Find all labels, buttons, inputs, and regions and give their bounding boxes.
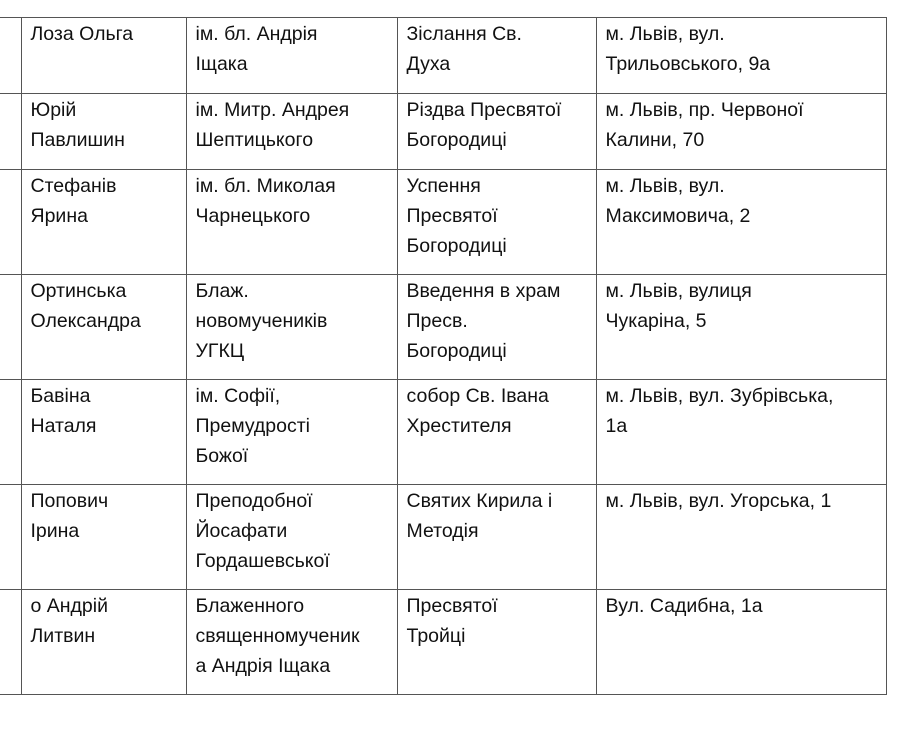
parish-cell: Пресвятої Тройці — [397, 590, 596, 695]
row-number-cell — [0, 485, 21, 590]
school-cell: ім. бл. Миколая Чарнецького — [186, 170, 397, 275]
row-number-cell — [0, 94, 21, 170]
table-row — [0, 94, 886, 170]
row-number-cell — [0, 380, 21, 485]
school-cell: Преподобної Йосафати Гордашевської — [186, 485, 397, 590]
parish-table — [0, 17, 887, 695]
table-row — [0, 170, 886, 275]
address-cell: Вул. Садибна, 1а — [596, 590, 886, 695]
table-row — [0, 590, 886, 695]
table-row — [0, 380, 886, 485]
address-cell: м. Львів, вул. Максимовича, 2 — [596, 170, 886, 275]
table-row — [0, 485, 886, 590]
row-number-cell — [0, 18, 21, 94]
name-cell: Лоза Ольга — [21, 18, 186, 94]
name-cell: Юрій Павлишин — [21, 94, 186, 170]
school-cell: ім. Митр. Андрея Шептицького — [186, 94, 397, 170]
parish-cell: Успення Пресвятої Богородиці — [397, 170, 596, 275]
name-cell: Ортинська Олександра — [21, 275, 186, 380]
name-cell: Попович Ірина — [21, 485, 186, 590]
address-cell: м. Львів, вулиця Чукаріна, 5 — [596, 275, 886, 380]
name-cell: Бавіна Наталя — [21, 380, 186, 485]
name-cell: Стефанів Ярина — [21, 170, 186, 275]
school-cell: Блаж. новомучеників УГКЦ — [186, 275, 397, 380]
parish-cell: Введення в храм Пресв. Богородиці — [397, 275, 596, 380]
address-cell: м. Львів, вул. Угорська, 1 — [596, 485, 886, 590]
table-row — [0, 18, 886, 94]
school-cell: Блаженного священномученик а Андрія Іщака — [186, 590, 397, 695]
school-cell: ім. Софії, Премудрості Божої — [186, 380, 397, 485]
address-cell: м. Львів, вул. Зубрівська, 1а — [596, 380, 886, 485]
address-cell: м. Львів, вул. Трильовського, 9а — [596, 18, 886, 94]
school-cell: ім. бл. Андрія Іщака — [186, 18, 397, 94]
name-cell: о Андрій Литвин — [21, 590, 186, 695]
table-row — [0, 275, 886, 380]
parish-table-container — [0, 17, 887, 695]
parish-cell: собор Св. Івана Хрестителя — [397, 380, 596, 485]
row-number-cell — [0, 170, 21, 275]
row-number-cell — [0, 590, 21, 695]
parish-cell: Святих Кирила і Методія — [397, 485, 596, 590]
parish-cell: Різдва Пресвятої Богородиці — [397, 94, 596, 170]
row-number-cell — [0, 275, 21, 380]
address-cell: м. Львів, пр. Червоної Калини, 70 — [596, 94, 886, 170]
parish-cell: Зіслання Св. Духа — [397, 18, 596, 94]
